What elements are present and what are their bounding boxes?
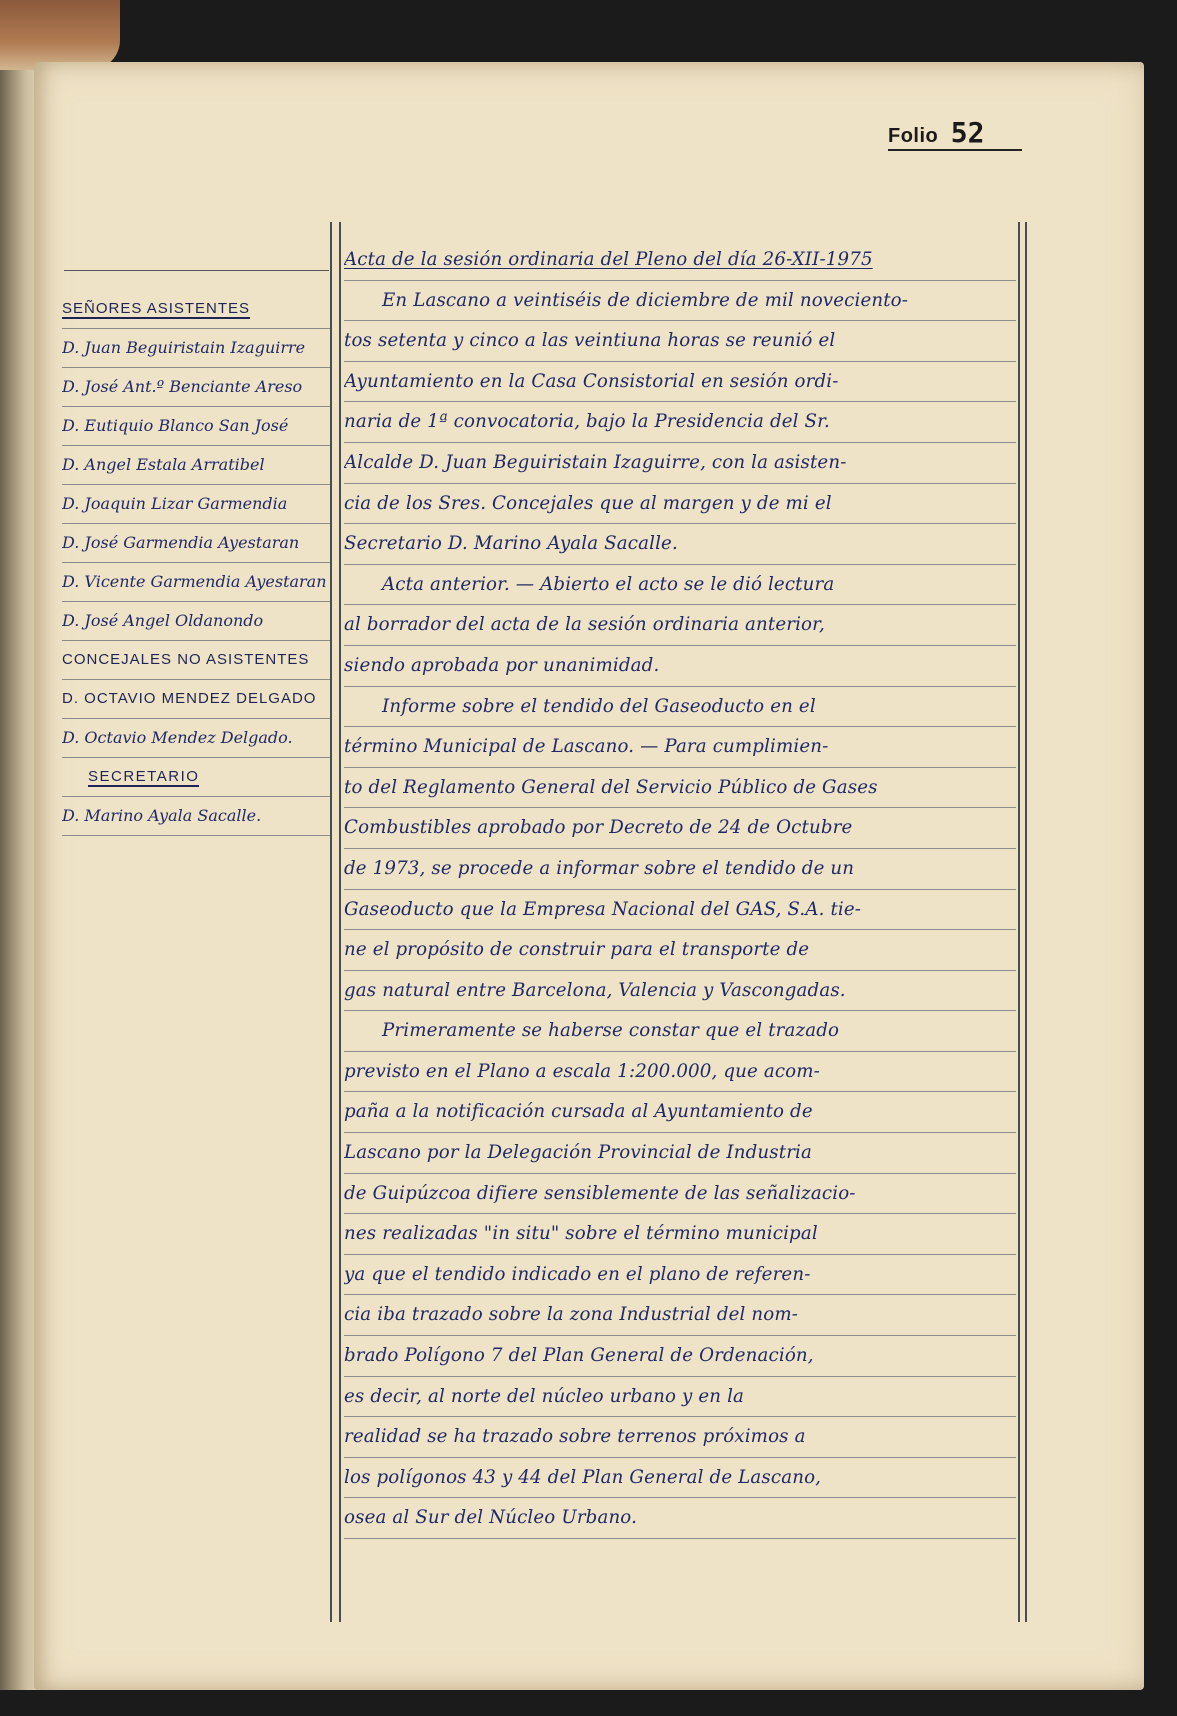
- attendees-margin: [62, 290, 330, 836]
- book-cover-corner: [0, 0, 120, 70]
- column-rule: [1018, 222, 1020, 1622]
- text-line: Alcalde D. Juan Beguiristain Izaguirre, con la asisten-: [344, 443, 1016, 484]
- text-line: es decir, al norte del núcleo urbano y en la: [344, 1377, 1016, 1418]
- text-line: cia iba trazado sobre la zona Industrial del nom-: [344, 1295, 1016, 1336]
- minutes-text: [344, 240, 1016, 1539]
- text-line: Lascano por la Delegación Provincial de Industria: [344, 1133, 1016, 1174]
- text-line: Combustibles aprobado por Decreto de 24 de Octubre: [344, 808, 1016, 849]
- text-line: En Lascano a veintiséis de diciembre de mil noveciento-: [344, 281, 1016, 322]
- text-line: de Guipúzcoa difiere sensiblemente de las señalizacio-: [344, 1174, 1016, 1215]
- text-line: ya que el tendido indicado en el plano de referen-: [344, 1255, 1016, 1296]
- absentees-heading: CONCEJALES NO ASISTENTES: [62, 641, 330, 680]
- section-heading-line: Informe sobre el tendido del Gaseoducto en el: [344, 687, 1016, 728]
- attendee-name: D. Vicente Garmendia Ayestaran: [62, 563, 330, 602]
- minutes-title: Acta de la sesión ordinaria del Pleno del día 26-XII-1975: [344, 240, 1016, 281]
- text-line: naria de 1ª convocatoria, bajo la Presidencia del Sr.: [344, 402, 1016, 443]
- text-line: de 1973, se procede a informar sobre el tendido de un: [344, 849, 1016, 890]
- folio-label: [888, 116, 1022, 151]
- text-line: tos setenta y cinco a las veintiuna horas se reunió el: [344, 321, 1016, 362]
- column-rule: [339, 222, 341, 1622]
- text-line: realidad se ha trazado sobre terrenos próximos a: [344, 1417, 1016, 1458]
- attendee-name: D. Joaquin Lizar Garmendia: [62, 485, 330, 524]
- text-line: cia de los Sres. Concejales que al margen y de mi el: [344, 484, 1016, 525]
- attendee-name: D. José Ant.º Benciante Areso: [62, 368, 330, 407]
- text-line: Primeramente se haberse constar que el trazado: [344, 1011, 1016, 1052]
- text-line: osea al Sur del Núcleo Urbano.: [344, 1498, 1016, 1539]
- attendee-name: D. José Angel Oldanondo: [62, 602, 330, 641]
- text-line: previsto en el Plano a escala 1:200.000, que acom-: [344, 1052, 1016, 1093]
- text-line: ne el propósito de construir para el transporte de: [344, 930, 1016, 971]
- text-line: to del Reglamento General del Servicio Público de Gases: [344, 768, 1016, 809]
- text-line: gas natural entre Barcelona, Valencia y Vascongadas.: [344, 971, 1016, 1012]
- attendee-name: D. Juan Beguiristain Izaguirre: [62, 329, 330, 368]
- text-line: término Municipal de Lascano. — Para cumplimien-: [344, 727, 1016, 768]
- attendee-name: D. Angel Estala Arratibel: [62, 446, 330, 485]
- column-rule: [1025, 222, 1027, 1622]
- text-line: siendo aprobada por unanimidad.: [344, 646, 1016, 687]
- text-line: Gaseoducto que la Empresa Nacional del GAS, S.A. tie-: [344, 890, 1016, 931]
- secretary-heading: SECRETARIO: [62, 758, 330, 797]
- attendees-heading: SEÑORES ASISTENTES: [62, 290, 330, 329]
- folio-text: Folio: [888, 125, 939, 147]
- column-rule: [330, 222, 332, 1622]
- text-line: paña a la notificación cursada al Ayuntamiento de: [344, 1092, 1016, 1133]
- secretary-name: D. Marino Ayala Sacalle.: [62, 797, 330, 836]
- absentee-typed-name: D. OCTAVIO MENDEZ DELGADO: [62, 680, 330, 719]
- text-line: Secretario D. Marino Ayala Sacalle.: [344, 524, 1016, 565]
- text-line: los polígonos 43 y 44 del Plan General de Lascano,: [344, 1458, 1016, 1499]
- margin-top-rule: [64, 270, 329, 271]
- text-line: al borrador del acta de la sesión ordinaria anterior,: [344, 605, 1016, 646]
- attendee-name: D. José Garmendia Ayestaran: [62, 524, 330, 563]
- text-line: Ayuntamiento en la Casa Consistorial en sesión ordi-: [344, 362, 1016, 403]
- folio-number: 52: [950, 116, 985, 149]
- text-line: nes realizadas "in situ" sobre el término municipal: [344, 1214, 1016, 1255]
- absentee-signature: D. Octavio Mendez Delgado.: [62, 719, 330, 758]
- attendee-name: D. Eutiquio Blanco San José: [62, 407, 330, 446]
- text-line: Acta anterior. — Abierto el acto se le dió lectura: [344, 565, 1016, 606]
- text-line: brado Polígono 7 del Plan General de Ordenación,: [344, 1336, 1016, 1377]
